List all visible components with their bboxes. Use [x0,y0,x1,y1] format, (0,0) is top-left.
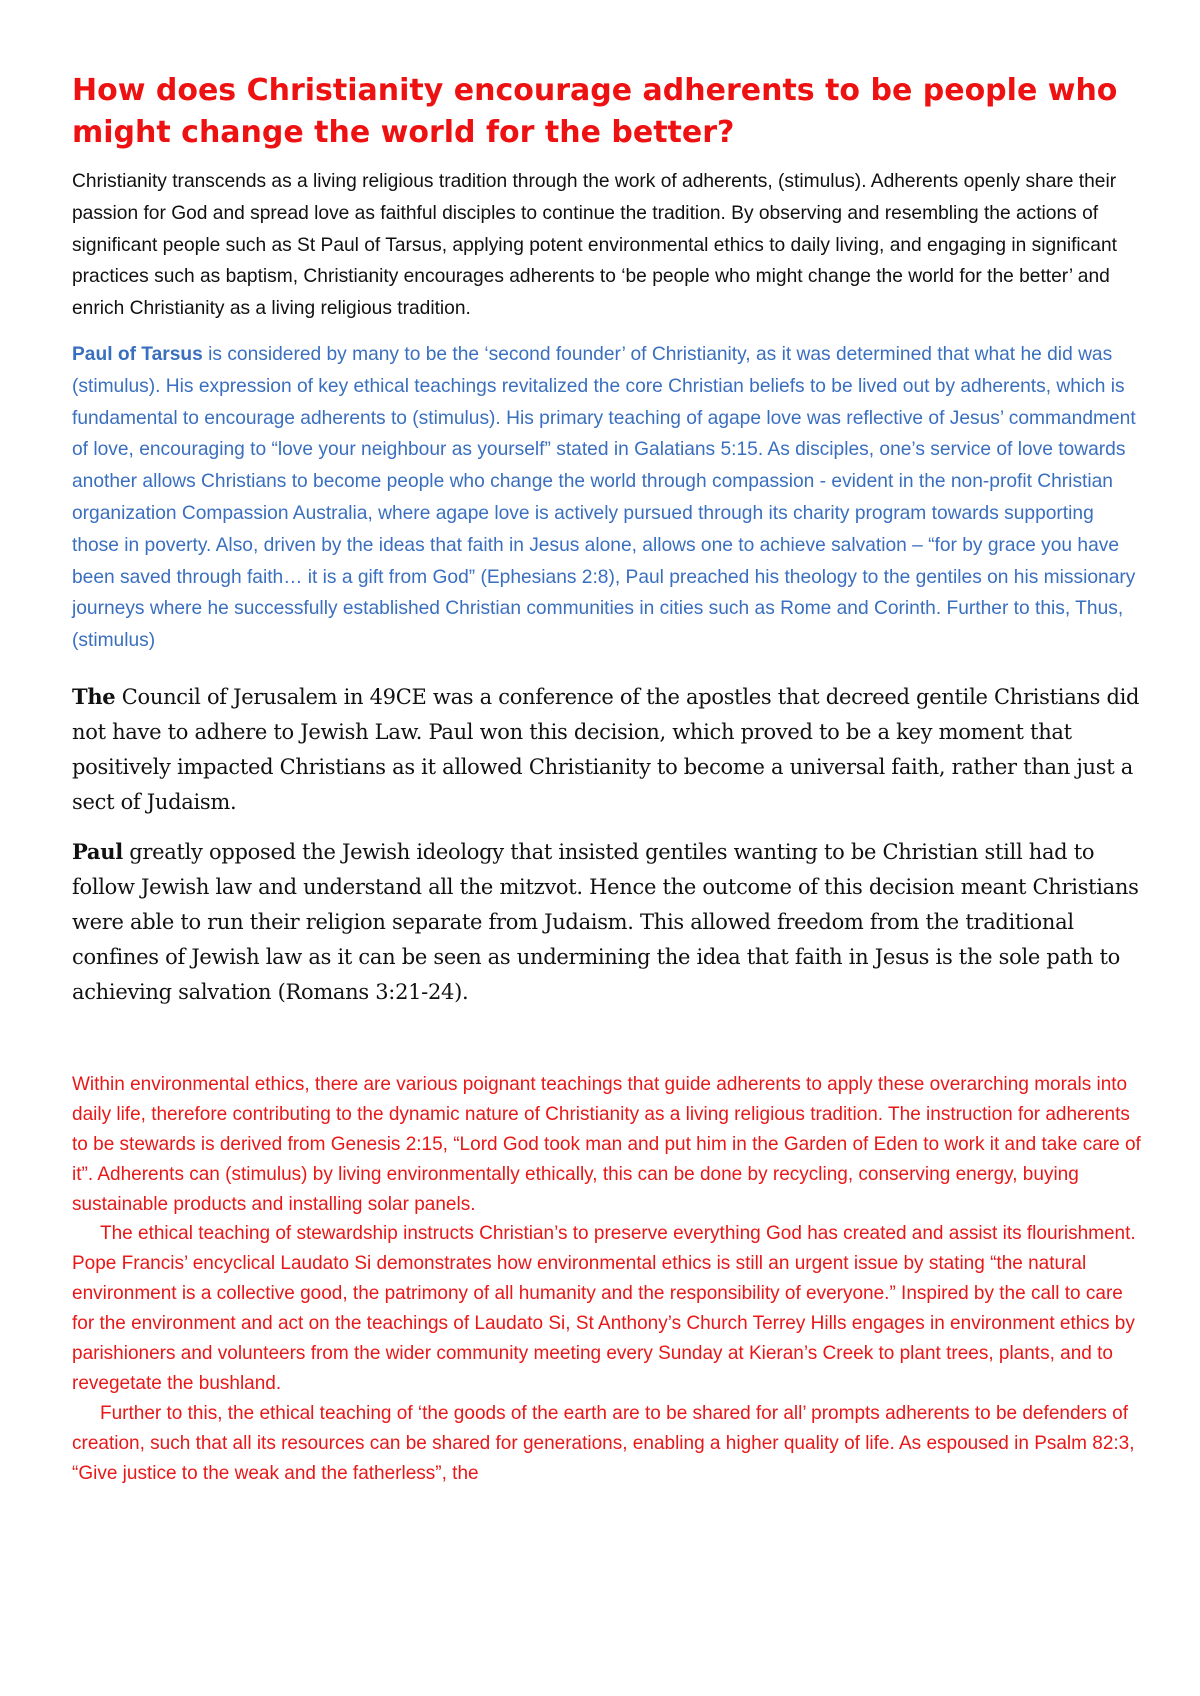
paul-of-tarsus-lead: Paul of Tarsus [72,343,203,365]
council-lead: The [72,683,116,709]
paul-opposition-body: greatly opposed the Jewish ideology that insisted gentiles wanting to be Christian still had to follow Jewish law and understand all the mitzvot. Hence the outcome of this decision meant Christians were able to run their religion separate from Judaism. This allowed freedom from the traditional confines of Jewish law as it can be seen as undermining the idea that faith in Jesus is the sole path to achieving salvation (Romans 3:21-24). [72,839,1139,1004]
council-of-jerusalem-paragraph [72,679,1142,820]
stewardship-paragraph: The ethical teaching of stewardship instructs Christian’s to preserve everything God has created and assist its flourishment. Pope Francis’ encyclical Laudato Si demonstrates how environmental ethics is still an urgent issue by stating “the natural environment is a collective good, the patrimony of all humanity and the responsibility of everyone.” Inspired by the call to care for the environment and act on the teachings of Laudato Si, St Anthony’s Church Terrey Hills engages in environment ethics by parishioners and volunteers from the wider community meeting every Sunday at Kieran’s Creek to plant trees, plants, and to revegetate the bushland. [72,1223,1136,1395]
environmental-ethics-paragraph: Within environmental ethics, there are various poignant teachings that guide adherents to apply these overarching morals into daily life, therefore contributing to the dynamic nature of Christianity as a living religious tradition. The instruction for adherents to be stewards is derived from Genesis 2:15, “Lord God took man and put him in the Garden of Eden to work it and take care of it”. Adherents can (stimulus) by living environmentally ethically, this can be done by recycling, conserving energy, buying sustainable products and installing solar panels. [72,1073,1141,1215]
intro-paragraph: Christianity transcends as a living religious tradition through the work of adherents, (stimulus). Adherents openly share their passion for God and spread love as faithful disciples to continue the tradition. By observing and resembling the actions of significant people such as St Paul of Tarsus, applying potent environmental ethics to daily living, and engaging in significant practices such as baptism, Christianity encourages adherents to ‘be people who might change the world for the better’ and enrich Christianity as a living religious tradition. [72,171,1117,320]
document-page [72,70,1142,1489]
paul-opposition-lead: Paul [72,838,123,864]
paul-opposition-paragraph [72,834,1142,1010]
council-body: Council of Jerusalem in 49CE was a conference of the apostles that decreed gentile Christians did not have to adhere to Jewish Law. Paul won this decision, which proved to be a key moment that positively impacted Christians as it allowed Christianity to become a universal faith, rather than just a sect of Judaism. [72,684,1140,814]
paul-of-tarsus-body: is considered by many to be the ‘second founder’ of Christianity, as it was determined that what he did was (stimulus). His expression of key ethical teachings revitalized the core Christian beliefs to be lived out by adherents, which is fundamental to encourage adherents to (stimulus). His primary teaching of agape love was reflective of Jesus’ commandment of love, encouraging to “love your neighbour as yourself” stated in Galatians 5:15. As disciples, one’s service of love towards another allows Christians to become people who change the world through compassion - evident in the non-profit Christian organization Compassion Australia, where agape love is actively pursued through its charity program towards supporting those in poverty. Also, driven by the ideas that faith in Jesus alone, allows one to achieve salvation – “for by grace you have been saved through faith… it is a gift from God” (Ephesians 2:8), Paul preached his theology to the gentiles on his missionary journeys where he successfully established Christian communities in cities such as Rome and Corinth. Further to this, Thus, (stimulus) [72,343,1136,652]
page-title: How does Christianity encourage adherents to be people who might change the world for the better? [72,73,1118,150]
goods-of-earth-paragraph: Further to this, the ethical teaching of ‘the goods of the earth are to be shared for all’ prompts adherents to be defenders of creation, such that all its resources can be shared for generations, enabling a higher quality of life. As espoused in Psalm 82:3, “Give justice to the weak and the fatherless”, the [72,1402,1135,1484]
paul-of-tarsus-paragraph [72,339,1142,657]
